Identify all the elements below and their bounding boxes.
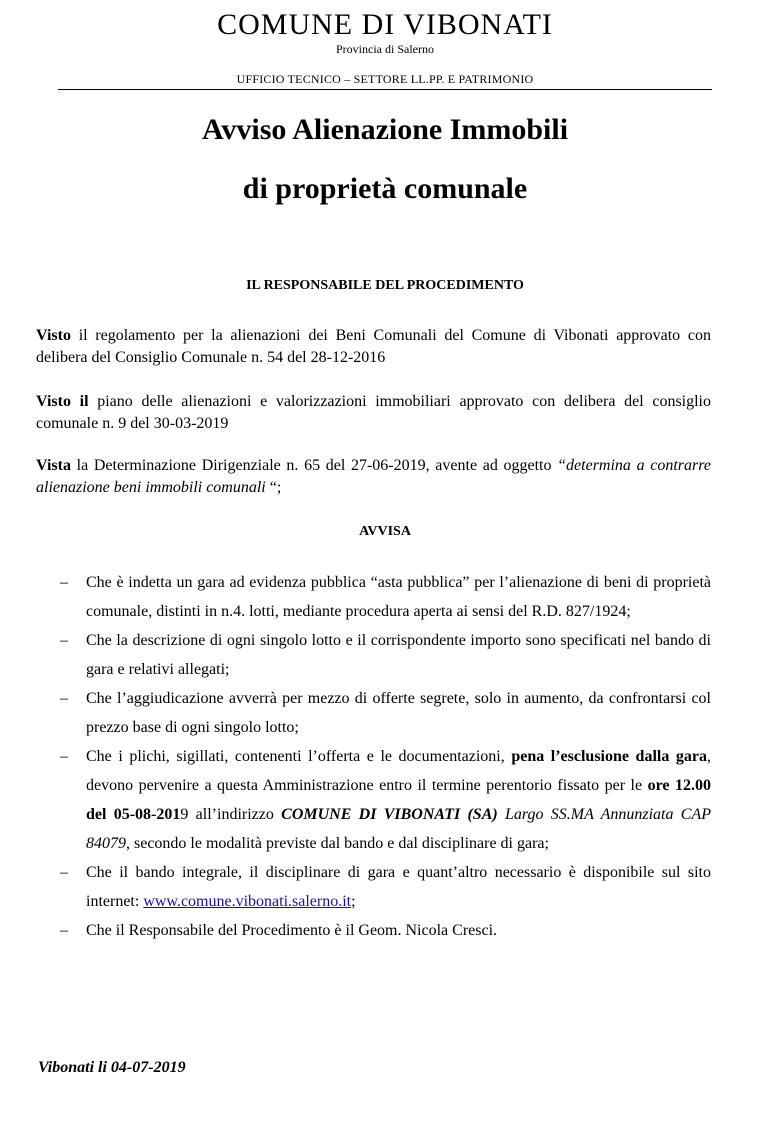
list-item (0, 916, 770, 945)
determination-subject: “determina a contrarre alienazione beni immobili comunali (36, 457, 711, 496)
website-link[interactable]: www.comune.vibonati.salerno.it (143, 893, 352, 910)
item-text: Che l’aggiudicazione avverrà per mezzo di offerte segrete, solo in aumento, da confrontarsi col prezzo base di ogni singolo lotto; (86, 690, 711, 736)
premise-tail: “; (269, 479, 282, 496)
premise-text: la Determinazione Dirigenziale n. 65 del 27-06-2019, avente ad oggetto (70, 457, 558, 474)
item-text: , secondo le modalità previste dal bando e dal disciplinare di gara; (126, 835, 549, 852)
notice-items (0, 568, 770, 945)
item-text: , devono pervenire a questa Amministrazione entro il termine perentorio fissato per le (86, 748, 712, 794)
deadline: ore 12.00 del 05-08-201 (86, 777, 711, 823)
office-name: UFFICIO TECNICO – SETTORE LL.PP. E PATRIMONIO (236, 72, 534, 86)
list-item (0, 684, 770, 742)
delivery-street: Largo SS.MA Annunziata CAP 84079 (86, 806, 711, 852)
item-text: Che è indetta un gara ad evidenza pubblica “asta pubblica” per l’alienazione di beni di proprietà comunale, distinti in n.4. lotti, mediante procedura aperta ai sensi del R.D. 827/1924; (86, 574, 711, 620)
responsible-heading: IL RESPONSABILE DEL PROCEDIMENTO (246, 278, 524, 293)
list-item (0, 858, 770, 916)
dash-bullet: – (60, 748, 68, 765)
delivery-address: COMUNE DI VIBONATI (SA) (281, 806, 498, 823)
dash-bullet: – (60, 922, 68, 939)
item-text: ; (351, 893, 356, 910)
dash-bullet: – (60, 690, 68, 707)
premise-lead: Visto (36, 327, 71, 344)
premise-text: il regolamento per la alienazioni dei Beni Comunali del Comune di Vibonati approvato con delibera del Consiglio Comunale n. 54 del 28-12-2016 (36, 327, 711, 366)
province-name: Provincia di Salerno (336, 42, 434, 56)
document-title-line1: Avviso Alienazione Immobili (201, 113, 569, 146)
premise-text: piano delle alienazioni e valorizzazioni immobiliari approvato con delibera del consiglio comunale n. 9 del 30-03-2019 (36, 393, 712, 432)
document-title-line2: di proprietà comunale (242, 172, 528, 205)
place-and-date: Vibonati li 04-07-2019 (38, 1059, 186, 1076)
item-text: 9 all’indirizzo (180, 806, 282, 823)
item-text: Che i plichi, sigillati, contenenti l’offerta e le documentazioni, (86, 748, 512, 765)
avvisa-heading: AVVISA (359, 524, 411, 539)
dash-bullet: – (60, 632, 68, 649)
item-text: Che il bando integrale, il disciplinare di gara e quant’altro necessario è disponibile sul sito internet: (86, 864, 711, 910)
exclusion-penalty: pena l’esclusione dalla gara (511, 748, 708, 765)
item-text: Che il Responsabile del Procedimento è il Geom. Nicola Cresci. (86, 922, 498, 939)
dash-bullet: – (60, 864, 68, 881)
list-item (0, 626, 770, 684)
premise-regulation (36, 325, 711, 369)
item-text: Che la descrizione di ogni singolo lotto e il corrispondente importo sono specificati nel bando di gara e relativi allegati; (86, 632, 711, 678)
premise-determination (36, 455, 711, 499)
premise-lead: Vista (36, 457, 71, 474)
header-divider (58, 89, 712, 90)
list-item (0, 568, 770, 626)
list-item (0, 742, 770, 858)
municipality-name: COMUNE DI VIBONATI (217, 8, 553, 41)
premise-lead: Visto il (36, 393, 89, 410)
dash-bullet: – (60, 574, 68, 591)
premise-plan (36, 391, 711, 435)
